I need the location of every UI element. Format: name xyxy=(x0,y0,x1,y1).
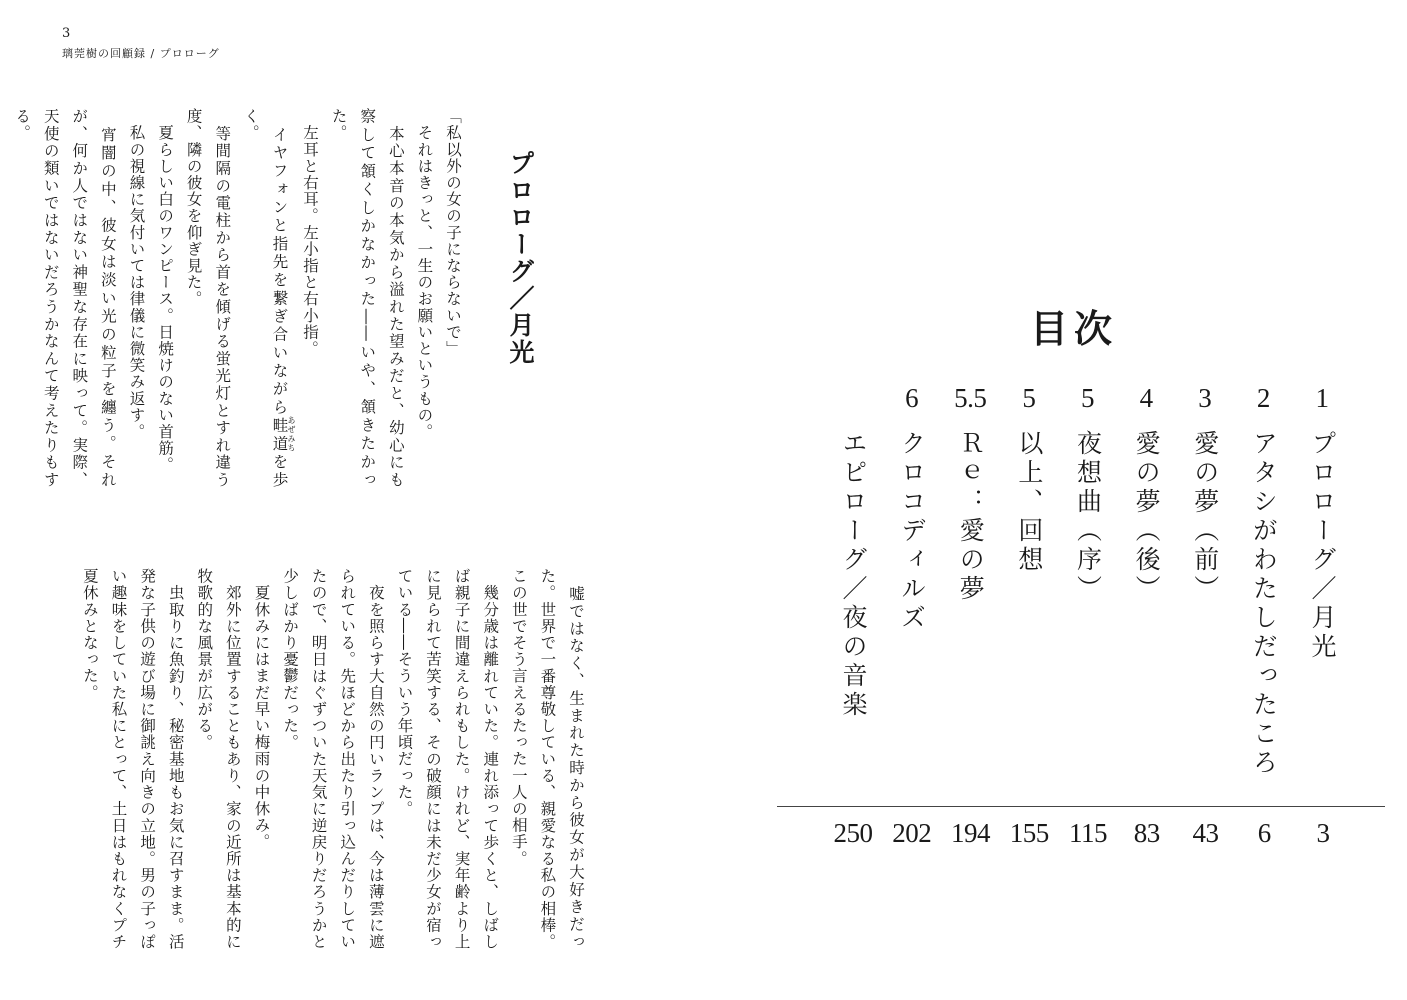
paragraph: 幾分歳は離れていた。連れ添って歩くと、しばしば親子に間違えられもした。けれど、実年齢より上に見られて苦笑する、その破顔には未だ少女が宿っている――そういう年頃だった。 xyxy=(395,568,500,950)
paragraph: 嘘ではなく、生まれた時から彼女が大好きだった。世界で一番尊敬している、親愛なる私の相棒。この世でそう言えるたった一人の相手。 xyxy=(509,568,585,950)
paragraph: 本心本音の本気から溢れた望みだと、幼心にも察して頷くしかなかった――いや、頷きたかった。 xyxy=(329,108,405,488)
toc-divider xyxy=(777,806,1385,807)
folio-number: 3 xyxy=(62,26,71,41)
toc-entry-number: 5 xyxy=(1081,383,1094,413)
toc-entry-title: Ｒｅ：愛の夢 xyxy=(956,430,986,604)
toc-page-number[interactable]: 202 xyxy=(892,818,932,848)
toc-page-number[interactable]: 250 xyxy=(833,818,873,848)
toc-entry[interactable] xyxy=(1299,380,1345,800)
toc-page-number[interactable]: 43 xyxy=(1192,818,1219,848)
paragraph: 郊外に位置することもあり、家の近所は基本的に牧歌的な風景が広がる。 xyxy=(195,568,242,950)
ruby-annotation: 畦道あぜみち xyxy=(270,416,296,453)
toc-page-number[interactable]: 194 xyxy=(951,818,990,848)
toc-page-number[interactable]: 6 xyxy=(1257,818,1271,848)
paragraph: 虫取りに魚釣り、秘密基地もお気に召すまま。活発な子供の遊び場に御誂え向きの立地。男の子っぽい趣味をしていた私にとって、土日はもれなくプチ夏休みとなった。 xyxy=(80,568,185,950)
paragraph: 夏休みにはまだ早い梅雨の中休み。 xyxy=(252,568,271,851)
toc-entry[interactable] xyxy=(1006,380,1052,800)
toc-entry[interactable] xyxy=(1123,380,1169,800)
toc-page-number[interactable]: 3 xyxy=(1316,818,1330,848)
toc-entries xyxy=(830,380,1345,800)
paragraph: 私の視線に気付いては律儀に微笑み返す。 xyxy=(127,108,146,440)
toc-heading: 目次 xyxy=(1030,306,1119,351)
toc-page-number[interactable]: 155 xyxy=(1009,818,1049,848)
paragraph: それはきっと、一生のお願いというもの。 xyxy=(415,108,434,440)
paragraph: 夜を照らす大自然の円いランプは、今は薄雲に遮られている。先ほどから出たり引っ込んだりしていたので、明日はぐずついた天気に逆戻りだろうかと少しばかり憂鬱だった。 xyxy=(281,568,385,950)
body-text-upper xyxy=(13,108,467,489)
running-head: 璃莞樹の回顧録 / プロローグ xyxy=(62,47,220,60)
body-text-lower xyxy=(50,568,590,950)
toc-entry[interactable] xyxy=(830,380,876,800)
toc-entry-number: 2 xyxy=(1256,383,1270,413)
toc-entry-title: プロローグ／月光 xyxy=(1308,430,1337,662)
paragraph: 宵闇の中、彼女は淡い光の粒子を纏う。それが、何か人ではない神聖な存在に映って。実際、天使の類いではないだろうかなんて考えたりもする。 xyxy=(13,108,117,488)
toc-entry-number: 5 xyxy=(1022,383,1036,413)
toc-entry-number: 4 xyxy=(1139,383,1153,413)
paragraph: 夏らしい白のワンピース。日焼けのない首筋。 xyxy=(156,108,175,474)
toc-page-number[interactable]: 115 xyxy=(1069,818,1107,848)
toc-page-numbers xyxy=(826,815,1350,851)
toc-entry-number: 5.5 xyxy=(954,383,987,413)
toc-entry-title: 夜想曲（序） xyxy=(1073,430,1103,604)
paragraph: 左耳と右耳。左小指と右小指。 xyxy=(301,108,320,357)
toc-entry[interactable] xyxy=(889,380,935,800)
toc-entry-number: 3 xyxy=(1198,383,1212,413)
toc-page-number[interactable]: 83 xyxy=(1133,818,1160,848)
page-header xyxy=(62,26,220,62)
toc-entry-title: 愛の夢（後） xyxy=(1132,430,1162,604)
toc-entry-title: クロコディルズ xyxy=(897,430,927,633)
toc-entry[interactable] xyxy=(1065,380,1111,800)
toc-entry-title: 以上、回想 xyxy=(1014,430,1044,575)
paragraph: イヤフォンと指先を繋ぎ合いながら畦道あぜみちを歩く。 xyxy=(241,108,296,489)
toc-entry[interactable] xyxy=(1182,380,1228,800)
toc-entry-title: アタシがわたしだったころ xyxy=(1249,430,1279,778)
toc-entry-number: 6 xyxy=(905,383,919,413)
toc-entry-title: エピローグ／夜の音楽 xyxy=(839,430,868,720)
toc-entry[interactable] xyxy=(947,380,993,800)
paragraph: 等間隔の電柱から首を傾げる蛍光灯とすれ違う度、隣の彼女を仰ぎ見た。 xyxy=(184,108,232,488)
paragraph: 「私以外の女の子にならないで」 xyxy=(444,108,462,357)
toc-entry-number: 1 xyxy=(1315,383,1329,413)
toc-entry-title: 愛の夢（前） xyxy=(1190,430,1220,604)
chapter-title: プロローグ／月光 xyxy=(506,150,535,366)
toc-entry[interactable] xyxy=(1240,380,1286,800)
